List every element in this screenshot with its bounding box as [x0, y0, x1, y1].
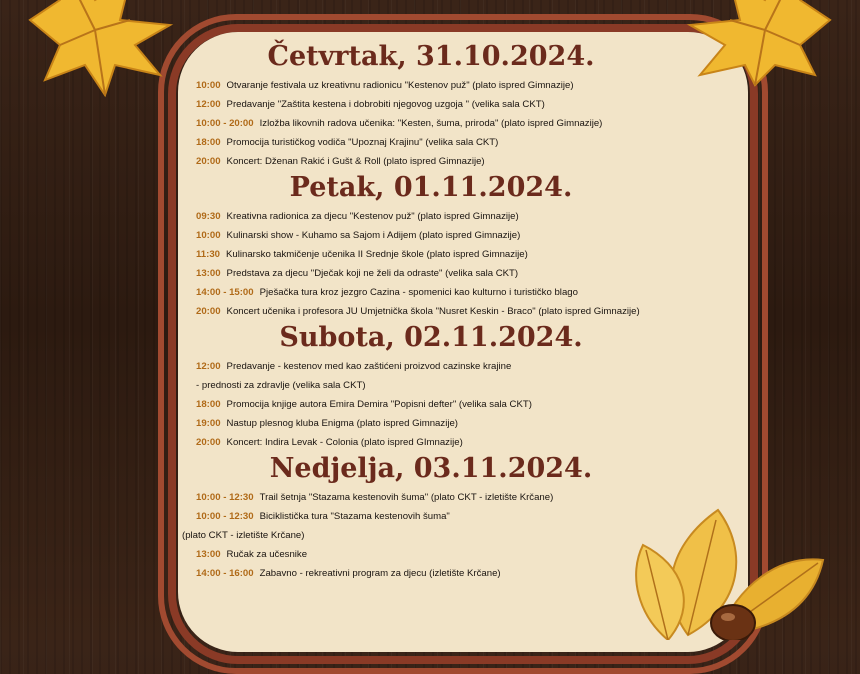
event-description: Koncert učenika i profesora JU Umjetnička škola "Nusret Keskin - Braco" (plato ispred Gimnazije)	[226, 306, 640, 317]
event-item	[196, 245, 756, 264]
event-time: 20:00	[196, 437, 221, 448]
event-time: 12:00	[196, 99, 221, 110]
day-block	[196, 40, 756, 171]
event-item	[196, 152, 756, 171]
event-description: Koncert: Indira Levak - Colonia (plato ispred GImnazije)	[226, 437, 463, 448]
event-item	[196, 433, 756, 452]
event-time: 13:00	[196, 549, 221, 560]
event-description: Predavanje - kestenov med kao zaštićeni proizvod cazinske krajine	[226, 361, 512, 372]
event-time: 13:00	[196, 268, 221, 279]
event-item	[196, 264, 756, 283]
event-item	[196, 302, 756, 321]
event-description: Koncert: Dženan Rakić i Gušt & Roll (plato ispred Gimnazije)	[226, 156, 485, 167]
event-time: 18:00	[196, 137, 221, 148]
event-item	[196, 357, 756, 376]
event-description: Predstava za djecu "Dječak koji ne želi da odraste" (velika sala CKT)	[226, 268, 519, 279]
event-time: 20:00	[196, 306, 221, 317]
event-description: Otvaranje festivala uz kreativnu radionicu "Kestenov puž" (plato ispred Gimnazije)	[226, 80, 574, 91]
event-description: Ručak za učesnike	[226, 549, 308, 560]
event-item	[196, 414, 756, 433]
event-description: Kulinarski show - Kuhamo sa Sajom i Adijem (plato ispred Gimnazije)	[226, 230, 521, 241]
event-time: 10:00	[196, 80, 221, 91]
event-time: 14:00 - 16:00	[196, 568, 254, 579]
event-description: Zabavno - rekreativni program za djecu (izletište Krčane)	[259, 568, 501, 579]
event-description: Promocija turističkog vodiča "Upoznaj Krajinu" (velika sala CKT)	[226, 137, 499, 148]
event-item	[196, 488, 756, 507]
event-description: Promocija knjige autora Emira Demira "Popisni defter" (velika sala CKT)	[226, 399, 532, 410]
schedule-content	[182, 40, 756, 583]
event-item-continuation	[182, 526, 756, 545]
event-description: Biciklistička tura "Stazama kestenovih šuma"	[259, 511, 450, 522]
event-item	[196, 507, 756, 526]
day-title: Nedjelja, 03.11.2024.	[269, 453, 593, 484]
event-item	[196, 114, 756, 133]
day-block	[196, 321, 756, 452]
event-time: 19:00	[196, 418, 221, 429]
event-time: 14:00 - 15:00	[196, 287, 254, 298]
day-block	[182, 452, 756, 583]
event-description: Trail šetnja "Stazama kestenovih šuma" (plato CKT - izletište Krčane)	[259, 492, 554, 503]
event-item	[196, 395, 756, 414]
event-time: 10:00	[196, 230, 221, 241]
event-item	[196, 226, 756, 245]
event-item	[196, 283, 756, 302]
event-time: 10:00 - 20:00	[196, 118, 254, 129]
maple-leaf-top-left-icon	[20, 0, 190, 100]
event-description: (plato CKT - izletište Krčane)	[182, 530, 305, 541]
event-time: 18:00	[196, 399, 221, 410]
event-time: 20:00	[196, 156, 221, 167]
event-item	[196, 133, 756, 152]
event-item	[196, 207, 756, 226]
event-description: Kreativna radionica za djecu "Kestenov puž" (plato ispred Gimnazije)	[226, 211, 519, 222]
event-description: Kulinarsko takmičenje učenika II Srednje škole (plato ispred Gimnazije)	[226, 249, 528, 260]
day-title: Subota, 02.11.2024.	[279, 322, 583, 353]
event-item	[196, 545, 756, 564]
day-title: Četvrtak, 31.10.2024.	[267, 41, 595, 72]
event-time: 10:00 - 12:30	[196, 492, 254, 503]
event-item	[196, 76, 756, 95]
event-description: Nastup plesnog kluba Enigma (plato ispred Gimnazije)	[226, 418, 458, 429]
event-item	[196, 95, 756, 114]
event-description: Izložba likovnih radova učenika: "Kesten, šuma, priroda" (plato ispred Gimnazije)	[259, 118, 603, 129]
event-item	[196, 564, 756, 583]
event-time: 10:00 - 12:30	[196, 511, 254, 522]
event-time: 12:00	[196, 361, 221, 372]
event-description: Predavanje "Zaštita kestena i dobrobiti njegovog uzgoja " (velika sala CKT)	[226, 99, 545, 110]
event-time: 09:30	[196, 211, 221, 222]
event-description: - prednosti za zdravlje (velika sala CKT)	[196, 380, 366, 391]
day-block	[196, 171, 756, 321]
event-description: Pješačka tura kroz jezgro Cazina - spomenici kao kulturno i turističko blago	[259, 287, 578, 298]
event-time: 11:30	[196, 249, 221, 260]
event-item-continuation	[196, 376, 756, 395]
day-title: Petak, 01.11.2024.	[289, 172, 573, 203]
